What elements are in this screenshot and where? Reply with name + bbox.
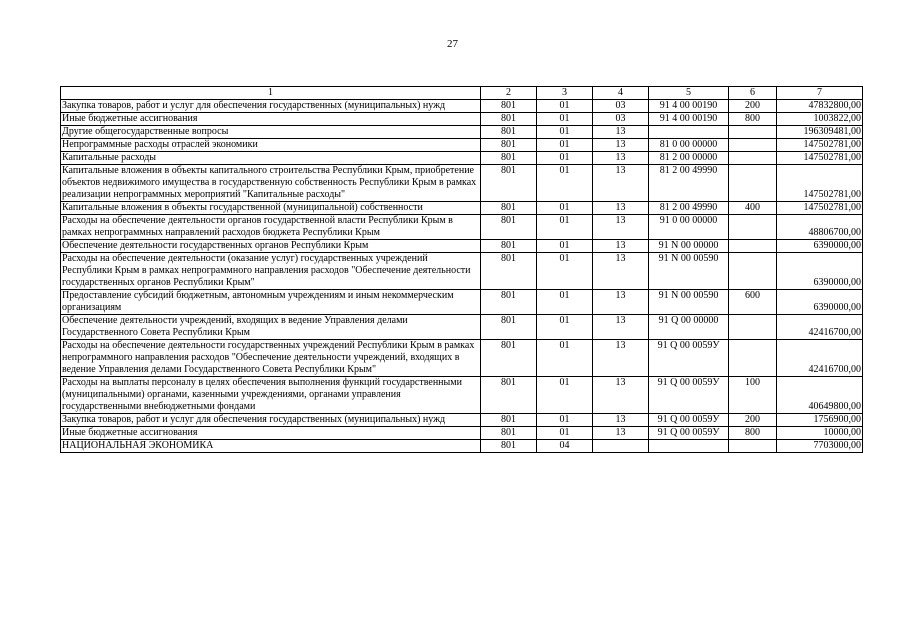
row-csr-cell: 91 N 00 00590 (649, 290, 729, 315)
row-name-cell: Иные бюджетные ассигнования (61, 427, 481, 440)
table-row (61, 165, 863, 202)
row-podrazdel-cell: 13 (593, 215, 649, 240)
row-podrazdel-cell: 03 (593, 113, 649, 126)
row-vr-cell: 800 (729, 113, 777, 126)
table-row (61, 315, 863, 340)
row-razdel-cell: 01 (537, 215, 593, 240)
row-razdel-cell: 01 (537, 165, 593, 202)
row-csr-cell: 81 2 00 49990 (649, 202, 729, 215)
row-vedomstvo-cell: 801 (481, 377, 537, 414)
row-sum-cell: 147502781,00 (777, 152, 863, 165)
table-row (61, 215, 863, 240)
row-vedomstvo-cell: 801 (481, 152, 537, 165)
row-vedomstvo-cell: 801 (481, 113, 537, 126)
row-podrazdel-cell: 13 (593, 315, 649, 340)
table-row (61, 202, 863, 215)
row-podrazdel-cell: 13 (593, 240, 649, 253)
row-sum-cell: 42416700,00 (777, 315, 863, 340)
budget-table (60, 86, 863, 453)
row-name-cell: Капитальные расходы (61, 152, 481, 165)
row-vr-cell: 600 (729, 290, 777, 315)
row-sum-cell: 48806700,00 (777, 215, 863, 240)
row-csr-cell: 91 4 00 00190 (649, 100, 729, 113)
row-razdel-cell: 01 (537, 253, 593, 290)
row-vedomstvo-cell: 801 (481, 215, 537, 240)
row-vedomstvo-cell: 801 (481, 240, 537, 253)
row-name-cell: Закупка товаров, работ и услуг для обеспечения государственных (муниципальных) нужд (61, 414, 481, 427)
row-razdel-cell: 01 (537, 377, 593, 414)
page-number: 27 (447, 38, 458, 50)
row-sum-cell: 196309481,00 (777, 126, 863, 139)
row-podrazdel-cell (593, 440, 649, 453)
row-razdel-cell: 01 (537, 414, 593, 427)
row-csr-cell: 81 2 00 00000 (649, 152, 729, 165)
row-vedomstvo-cell: 801 (481, 315, 537, 340)
row-sum-cell: 1756900,00 (777, 414, 863, 427)
row-name-cell: Обеспечение деятельности учреждений, входящих в ведение Управления делами Государственного Совета Республики Крым (61, 315, 481, 340)
row-vedomstvo-cell: 801 (481, 427, 537, 440)
row-vr-cell (729, 215, 777, 240)
row-name-cell: Капитальные вложения в объекты капитального строительства Республики Крым, приобретение объектов недвижимого имущества в государственную собственность Республики Крым в рамках реализации непрограммных мероприятий "Капитальные расходы" (61, 165, 481, 202)
row-podrazdel-cell: 13 (593, 253, 649, 290)
row-vedomstvo-cell: 801 (481, 340, 537, 377)
row-vr-cell: 100 (729, 377, 777, 414)
row-csr-cell: 81 0 00 00000 (649, 139, 729, 152)
row-sum-cell: 147502781,00 (777, 139, 863, 152)
row-podrazdel-cell: 13 (593, 427, 649, 440)
column-header: 5 (649, 87, 729, 100)
row-razdel-cell: 01 (537, 139, 593, 152)
row-podrazdel-cell: 13 (593, 139, 649, 152)
row-vedomstvo-cell: 801 (481, 165, 537, 202)
row-vr-cell (729, 240, 777, 253)
row-sum-cell: 7703000,00 (777, 440, 863, 453)
row-name-cell: Капитальные вложения в объекты государственной (муниципальной) собственности (61, 202, 481, 215)
table-row (61, 440, 863, 453)
row-csr-cell: 91 Q 00 0059У (649, 340, 729, 377)
row-podrazdel-cell: 13 (593, 126, 649, 139)
row-csr-cell: 91 Q 00 0059У (649, 414, 729, 427)
row-podrazdel-cell: 13 (593, 290, 649, 315)
table-row (61, 340, 863, 377)
row-name-cell: Иные бюджетные ассигнования (61, 113, 481, 126)
row-podrazdel-cell: 13 (593, 340, 649, 377)
row-csr-cell: 91 Q 00 0059У (649, 377, 729, 414)
row-razdel-cell: 01 (537, 427, 593, 440)
row-csr-cell (649, 440, 729, 453)
row-csr-cell: 91 0 00 00000 (649, 215, 729, 240)
row-csr-cell: 91 4 00 00190 (649, 113, 729, 126)
row-vr-cell (729, 440, 777, 453)
row-podrazdel-cell: 13 (593, 377, 649, 414)
row-csr-cell (649, 126, 729, 139)
row-sum-cell: 6390000,00 (777, 253, 863, 290)
row-vr-cell (729, 139, 777, 152)
row-name-cell: НАЦИОНАЛЬНАЯ ЭКОНОМИКА (61, 440, 481, 453)
row-sum-cell: 147502781,00 (777, 202, 863, 215)
row-podrazdel-cell: 13 (593, 152, 649, 165)
row-vr-cell (729, 340, 777, 377)
row-razdel-cell: 01 (537, 100, 593, 113)
table-row (61, 126, 863, 139)
table-row (61, 377, 863, 414)
column-header: 2 (481, 87, 537, 100)
row-podrazdel-cell: 03 (593, 100, 649, 113)
row-csr-cell: 91 N 00 00590 (649, 253, 729, 290)
row-vedomstvo-cell: 801 (481, 202, 537, 215)
row-name-cell: Расходы на обеспечение деятельности государственных учреждений Республики Крым в рамках непрограммного направления расходов "Обеспечение деятельности учреждений, входящих в ведение Управления делами Государственного Совета Республики Крым" (61, 340, 481, 377)
table-row (61, 113, 863, 126)
row-razdel-cell: 01 (537, 315, 593, 340)
row-name-cell: Закупка товаров, работ и услуг для обеспечения государственных (муниципальных) нужд (61, 100, 481, 113)
table-row (61, 139, 863, 152)
row-razdel-cell: 04 (537, 440, 593, 453)
row-name-cell: Предоставление субсидий бюджетным, автономным учреждениям и иным некоммерческим организациям (61, 290, 481, 315)
row-name-cell: Другие общегосударственные вопросы (61, 126, 481, 139)
table-row (61, 152, 863, 165)
column-header: 1 (61, 87, 481, 100)
table-row (61, 253, 863, 290)
row-razdel-cell: 01 (537, 113, 593, 126)
column-header: 6 (729, 87, 777, 100)
row-vr-cell (729, 126, 777, 139)
row-vedomstvo-cell: 801 (481, 100, 537, 113)
row-razdel-cell: 01 (537, 152, 593, 165)
row-vedomstvo-cell: 801 (481, 253, 537, 290)
row-vr-cell: 800 (729, 427, 777, 440)
table-row (61, 290, 863, 315)
row-vr-cell (729, 315, 777, 340)
row-razdel-cell: 01 (537, 340, 593, 377)
row-vedomstvo-cell: 801 (481, 290, 537, 315)
column-header: 4 (593, 87, 649, 100)
row-vr-cell: 200 (729, 100, 777, 113)
row-csr-cell: 91 Q 00 00000 (649, 315, 729, 340)
row-vedomstvo-cell: 801 (481, 414, 537, 427)
row-vr-cell: 400 (729, 202, 777, 215)
column-header: 7 (777, 87, 863, 100)
row-sum-cell: 1003822,00 (777, 113, 863, 126)
row-razdel-cell: 01 (537, 290, 593, 315)
row-sum-cell: 147502781,00 (777, 165, 863, 202)
column-header: 3 (537, 87, 593, 100)
row-name-cell: Обеспечение деятельности государственных органов Республики Крым (61, 240, 481, 253)
row-razdel-cell: 01 (537, 126, 593, 139)
row-vedomstvo-cell: 801 (481, 440, 537, 453)
row-sum-cell: 42416700,00 (777, 340, 863, 377)
row-vr-cell (729, 152, 777, 165)
row-vr-cell (729, 165, 777, 202)
table-row (61, 427, 863, 440)
row-vedomstvo-cell: 801 (481, 126, 537, 139)
table-row (61, 414, 863, 427)
row-podrazdel-cell: 13 (593, 414, 649, 427)
table-header-row (61, 87, 863, 100)
row-csr-cell: 91 Q 00 0059У (649, 427, 729, 440)
row-vr-cell: 200 (729, 414, 777, 427)
row-name-cell: Расходы на обеспечение деятельности органов государственной власти Республики Крым в рамках непрограммных направлений расходов бюджета Республики Крым (61, 215, 481, 240)
row-sum-cell: 10000,00 (777, 427, 863, 440)
row-razdel-cell: 01 (537, 202, 593, 215)
row-podrazdel-cell: 13 (593, 202, 649, 215)
row-razdel-cell: 01 (537, 240, 593, 253)
row-name-cell: Расходы на выплаты персоналу в целях обеспечения выполнения функций государственными (муниципальными) органами, казенными учреждениями, органами управления государственными внебюджетными фондами (61, 377, 481, 414)
row-podrazdel-cell: 13 (593, 165, 649, 202)
table-row (61, 100, 863, 113)
row-name-cell: Расходы на обеспечение деятельности (оказание услуг) государственных учреждений Республики Крым в рамках непрограммного направления расходов "Обеспечение деятельности государственных органов Республики Крым" (61, 253, 481, 290)
row-name-cell: Непрограммные расходы отраслей экономики (61, 139, 481, 152)
row-vr-cell (729, 253, 777, 290)
row-sum-cell: 40649800,00 (777, 377, 863, 414)
row-sum-cell: 47832800,00 (777, 100, 863, 113)
row-sum-cell: 6390000,00 (777, 290, 863, 315)
row-csr-cell: 91 N 00 00000 (649, 240, 729, 253)
row-vedomstvo-cell: 801 (481, 139, 537, 152)
table-row (61, 240, 863, 253)
row-csr-cell: 81 2 00 49990 (649, 165, 729, 202)
row-sum-cell: 6390000,00 (777, 240, 863, 253)
